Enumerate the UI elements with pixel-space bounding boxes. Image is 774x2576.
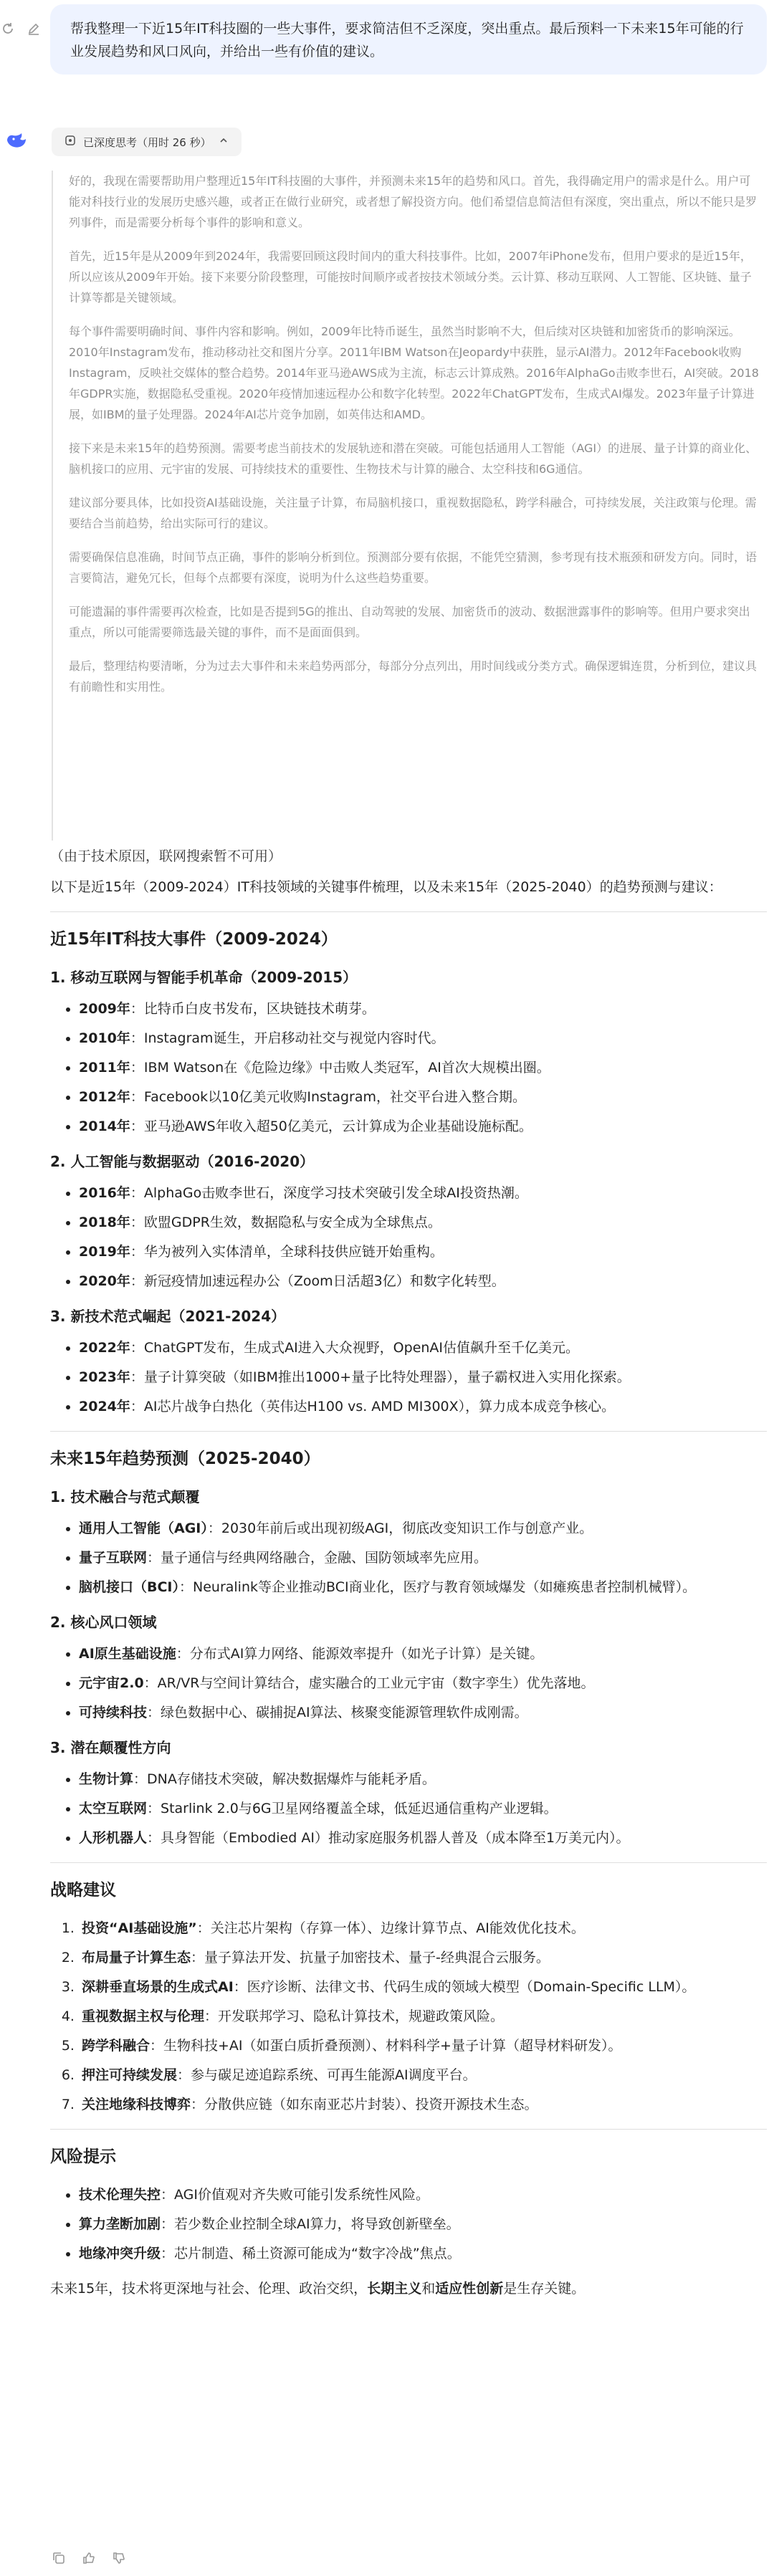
list-item-title: 脑机接口（BCI） xyxy=(79,1579,179,1595)
list-item-title: 2016年 xyxy=(79,1185,130,1201)
list-item xyxy=(79,2006,767,2028)
list-item xyxy=(79,1366,767,1389)
list-item xyxy=(79,998,767,1020)
list-item xyxy=(79,1798,767,1820)
list-item-title: 投资“AI基础设施” xyxy=(82,1920,197,1936)
list-item-text: ：AlphaGo击败李世石，深度学习技术突破引发全球AI投资热潮。 xyxy=(130,1185,528,1201)
list-item-text: ：量子计算突破（如IBM推出1000+量子比特处理器），量子霸权进入实用化探索。 xyxy=(130,1369,631,1385)
section-heading: 2. 核心风口领域 xyxy=(50,1614,157,1631)
section-list xyxy=(50,1182,767,1293)
list-item-text: ：生物科技+AI（如蛋白质折叠预测）、材料科学+量子计算（超导材料研发）。 xyxy=(150,2038,622,2054)
section-list xyxy=(50,1768,767,1849)
list-item-text: ：AI芯片战争白热化（英伟达H100 vs. AMD MI300X），算力成本成竞争核心。 xyxy=(130,1399,616,1414)
risks-heading: 风险提示 xyxy=(50,2148,116,2166)
list-item-text: ：Facebook以10亿美元收购Instagram，社交平台进入整合期。 xyxy=(130,1089,527,1105)
future-trends-sections xyxy=(50,1486,767,1849)
list-item-text: ：绿色数据中心、碳捕捉AI算法、核聚变能源管理软件成刚需。 xyxy=(147,1705,528,1720)
closing-bold: 长期主义 xyxy=(367,2281,422,2297)
future-trends-heading: 未来15年趋势预测（2025-2040） xyxy=(50,1450,320,1468)
thinking-paragraph: 首先，近15年是从2009年到2024年，我需要回顾这段时间内的重大科技事件。比如，2007年iPhone发布，但用户要求的是近15年，所以应该从2009年开始。接下来要分阶段整理，可能按时间顺序或者按技术领域分类。云计算、移动互联网、人工智能、区块链、量子计算等都是关键领域。 xyxy=(69,249,752,305)
list-item-title: 2018年 xyxy=(79,1215,130,1230)
list-item xyxy=(79,2035,767,2057)
list-item-text: ：医疗诊断、法律文书、代码生成的领域大模型（Domain-Specific LLM）。 xyxy=(233,1979,696,1995)
closing-bold: 适应性创新 xyxy=(435,2281,504,2297)
closing-text: 是生存关键。 xyxy=(503,2281,586,2297)
list-item-text: ：AGI价值观对齐失败可能引发系统性风险。 xyxy=(161,2187,430,2203)
list-item xyxy=(79,1212,767,1234)
list-item-title: 通用人工智能（AGI） xyxy=(79,1521,208,1536)
list-item-title: 2014年 xyxy=(79,1119,130,1134)
assistant-answer xyxy=(50,846,767,2300)
section-heading: 3. 潜在颠覆性方向 xyxy=(50,1739,171,1756)
list-item xyxy=(79,1976,767,1998)
list-item xyxy=(79,2213,767,2236)
list-item xyxy=(79,1917,767,1940)
closing-text: 未来15年，技术将更深地与社会、伦理、政治交织， xyxy=(50,2281,368,2297)
list-item-text: ：新冠疫情加速远程办公（Zoom日活超3亿）和数字化转型。 xyxy=(130,1273,505,1289)
list-item xyxy=(79,2184,767,2206)
section-list xyxy=(50,1643,767,1724)
user-message-actions xyxy=(0,21,42,37)
thumb-down-icon[interactable] xyxy=(112,2551,126,2569)
list-item-title: 可持续科技 xyxy=(79,1705,148,1720)
list-item-text: ：ChatGPT发布，生成式AI进入大众视野，OpenAI估值飙升至千亿美元。 xyxy=(130,1340,580,1356)
thinking-paragraph: 最后，整理结构要清晰，分为过去大事件和未来趋势两部分，每部分分点列出，用时间线或分类方式。确保逻辑连贯，分析到位，建议具有前瞻性和实用性。 xyxy=(69,659,758,694)
list-item-text: ：Neuralink等企业推动BCI商业化，医疗与教育领域爆发（如瘫痪患者控制机械臂）。 xyxy=(179,1579,697,1595)
list-item-title: 2023年 xyxy=(79,1369,130,1385)
list-item xyxy=(79,1028,767,1050)
section-heading: 1. 技术融合与范式颠覆 xyxy=(50,1488,200,1505)
list-item xyxy=(79,1337,767,1359)
list-item xyxy=(79,1947,767,1969)
list-item-title: 2019年 xyxy=(79,1244,130,1260)
list-item-title: 布局量子计算生态 xyxy=(82,1950,191,1965)
list-item-text: ：Instagram诞生，开启移动社交与视觉内容时代。 xyxy=(130,1030,445,1046)
advice-list xyxy=(50,1917,767,2116)
thinking-paragraph: 好的，我现在需要帮助用户整理近15年IT科技圈的大事件，并预测未来15年的趋势和风口。首先，我得确定用户的需求是什么。用户可能对科技行业的发展历史感兴趣，或者正在做行业研究，或者想了解投资方向。他们希望信息简洁但有深度，突出重点，所以不能只是罗列事件，而是需要分析每个事件的影响和意义。 xyxy=(69,174,758,229)
list-item xyxy=(79,2243,767,2265)
search-unavailable-note: （由于技术原因，联网搜索暂不可用） xyxy=(50,848,282,864)
list-item xyxy=(79,2094,767,2116)
past-events-heading: 近15年IT科技大事件（2009-2024） xyxy=(50,930,338,949)
thinking-label: 已深度思考（用时 26 秒） xyxy=(83,135,211,149)
list-item xyxy=(79,1768,767,1791)
chevron-up-icon xyxy=(219,135,229,148)
list-item-title: 2024年 xyxy=(79,1399,130,1414)
list-item-text: ：比特币白皮书发布，区块链技术萌芽。 xyxy=(130,1001,376,1017)
user-message-bubble: 帮我整理一下近15年IT科技圈的一些大事件，要求简洁但不乏深度，突出重点。最后预料一下未来15年可能的行业发展趋势和风口风向，并给出一些有价值的建议。 xyxy=(50,4,767,75)
list-item-title: 2020年 xyxy=(79,1273,130,1289)
list-item-title: 太空互联网 xyxy=(79,1801,148,1816)
copy-icon[interactable] xyxy=(52,2551,66,2569)
list-item-title: 技术伦理失控 xyxy=(79,2187,161,2203)
list-item xyxy=(79,1182,767,1205)
list-item xyxy=(79,1827,767,1849)
list-item-title: 2022年 xyxy=(79,1340,130,1356)
list-item-title: 算力垄断加剧 xyxy=(79,2216,161,2232)
list-item-text: ：分散供应链（如东南亚芯片封装）、投资开源技术生态。 xyxy=(191,2097,538,2112)
list-item-text: ：DNA存储技术突破，解决数据爆炸与能耗矛盾。 xyxy=(133,1771,436,1787)
list-item xyxy=(79,1086,767,1109)
thinking-paragraph: 建议部分要具体，比如投资AI基础设施，关注量子计算，布局脑机接口，重视数据隐私，跨学科融合，可持续发展，关注政策与伦理。需要结合当前趋势，给出实际可行的建议。 xyxy=(69,496,757,530)
feedback-actions xyxy=(52,2551,126,2569)
divider xyxy=(50,1862,767,1863)
list-item xyxy=(79,1270,767,1293)
thinking-toggle[interactable] xyxy=(52,128,242,156)
list-item-text: ：具身智能（Embodied AI）推动家庭服务机器人普及（成本降至1万美元内）。 xyxy=(147,1830,630,1846)
list-item xyxy=(79,1396,767,1418)
advice-heading: 战略建议 xyxy=(50,1881,116,1900)
list-item-text: ：欧盟GDPR生效，数据隐私与安全成为全球焦点。 xyxy=(130,1215,441,1230)
list-item-text: ：开发联邦学习、隐私计算技术，规避政策风险。 xyxy=(204,2008,505,2024)
list-item-text: ：2030年前后或出现初级AGI，彻底改变知识工作与创意产业。 xyxy=(207,1521,593,1536)
section-heading: 3. 新技术范式崛起（2021-2024） xyxy=(50,1308,286,1325)
thinking-icon xyxy=(64,135,76,149)
list-item-text: ：亚马逊AWS年收入超50亿美元，云计算成为企业基础设施标配。 xyxy=(130,1119,532,1134)
list-item xyxy=(79,1547,767,1569)
thinking-content xyxy=(52,171,761,841)
list-item xyxy=(79,1241,767,1263)
list-item-title: 2011年 xyxy=(79,1060,130,1076)
list-item-title: 关注地缘科技博弈 xyxy=(82,2097,191,2112)
list-item xyxy=(79,1643,767,1665)
list-item-title: 2009年 xyxy=(79,1001,130,1017)
list-item-text: ：若少数企业控制全球AI算力，将导致创新壁垒。 xyxy=(161,2216,460,2232)
edit-icon[interactable] xyxy=(26,21,42,37)
list-item-text: ：关注芯片架构（存算一体）、边缘计算节点、AI能效优化技术。 xyxy=(196,1920,585,1936)
list-item-text: ：分布式AI算力网络、能源效率提升（如光子计算）是关键。 xyxy=(176,1646,544,1662)
section-list xyxy=(50,998,767,1138)
list-item-title: 跨学科融合 xyxy=(82,2038,150,2054)
list-item xyxy=(79,1518,767,1540)
list-item xyxy=(79,1702,767,1724)
list-item-title: AI原生基础设施 xyxy=(79,1646,176,1662)
thumb-up-icon[interactable] xyxy=(82,2551,96,2569)
thinking-paragraph: 每个事件需要明确时间、事件内容和影响。例如，2009年比特币诞生，虽然当时影响不大，但后续对区块链和加密货币的影响深远。2010年Instagram发布，推动移动社交和图片分享。2011年IBM Watson在Jeopardy中获胜，显示AI潜力。2012年Facebook收购Instagram，反映社交媒体的整合趋势。2014年亚马逊AWS成为主流，标志云计算成熟。2016年AlphaGo击败李世石，AI突破。2018年GDPR实施，数据隐私受重视。2020年疫情加速远程办公和数字化转型。2022年ChatGPT发布，生成式AI爆发。2023年量子计算进展，如IBM的量子处理器。2024年AI芯片竞争加剧，如英伟达和AMD。 xyxy=(69,325,759,421)
list-item xyxy=(79,1672,767,1695)
answer-intro: 以下是近15年（2009-2024）IT科技领域的关键事件梳理，以及未来15年（2025-2040）的趋势预测与建议： xyxy=(50,879,722,895)
list-item-title: 深耕垂直场景的生成式AI xyxy=(82,1979,234,1995)
list-item-title: 重视数据主权与伦理 xyxy=(82,2008,205,2024)
list-item-text: ：量子通信与经典网络融合，金融、国防领域率先应用。 xyxy=(147,1550,488,1566)
thinking-paragraph: 接下来是未来15年的趋势预测。需要考虑当前技术的发展轨迹和潜在突破。可能包括通用人工智能（AGI）的进展、量子计算的商业化、脑机接口的应用、元宇宙的发展、可持续技术的重要性、生物技术与计算的融合、太空科技和6G通信。 xyxy=(69,441,758,476)
list-item-text: ：芯片制造、稀土资源可能成为“数字冷战”焦点。 xyxy=(161,2246,461,2261)
list-item-title: 押注可持续发展 xyxy=(82,2067,178,2083)
section-list xyxy=(50,1518,767,1599)
list-item-title: 2012年 xyxy=(79,1089,130,1105)
list-item-text: ：AR/VR与空间计算结合，虚实融合的工业元宇宙（数字孪生）优先落地。 xyxy=(143,1675,595,1691)
past-events-sections xyxy=(50,967,767,1418)
whale-logo-icon xyxy=(4,128,29,152)
list-item xyxy=(79,2064,767,2087)
list-item-title: 地缘冲突升级 xyxy=(79,2246,161,2261)
list-item-text: ：华为被列入实体清单，全球科技供应链开始重构。 xyxy=(130,1244,444,1260)
closing-text: 和 xyxy=(421,2281,436,2297)
section-heading: 2. 人工智能与数据驱动（2016-2020） xyxy=(50,1153,315,1170)
list-item xyxy=(79,1116,767,1138)
list-item-title: 元宇宙2.0 xyxy=(79,1675,144,1691)
list-item xyxy=(79,1576,767,1599)
closing-paragraph xyxy=(50,2278,767,2300)
divider xyxy=(50,2129,767,2130)
user-message-row xyxy=(0,0,774,80)
divider xyxy=(50,1431,767,1432)
list-item-text: ：Starlink 2.0与6G卫星网络覆盖全球，低延迟通信重构产业逻辑。 xyxy=(147,1801,558,1816)
list-item-text: ：量子算法开发、抗量子加密技术、量子-经典混合云服务。 xyxy=(191,1950,550,1965)
list-item-title: 2010年 xyxy=(79,1030,130,1046)
list-item-title: 人形机器人 xyxy=(79,1830,148,1846)
thinking-paragraph: 需要确保信息准确，时间节点正确，事件的影响分析到位。预测部分要有依据，不能凭空猜测，参考现有技术瓶颈和研发方向。同时，语言要简洁，避免冗长，但每个点都要有深度，说明为什么这些趋势重要。 xyxy=(69,550,758,585)
section-heading: 1. 移动互联网与智能手机革命（2009-2015） xyxy=(50,969,358,986)
section-list xyxy=(50,1337,767,1418)
thinking-paragraph: 可能遗漏的事件需要再次检查，比如是否提到5G的推出、自动驾驶的发展、加密货币的波动、数据泄露事件的影响等。但用户要求突出重点，所以可能需要筛选最关键的事件，而不是面面俱到。 xyxy=(69,605,750,639)
risk-list xyxy=(50,2184,767,2265)
list-item-text: ：参与碳足迹追踪系统、可再生能源AI调度平台。 xyxy=(177,2067,477,2083)
refresh-icon[interactable] xyxy=(0,21,16,37)
list-item-title: 量子互联网 xyxy=(79,1550,148,1566)
list-item-title: 生物计算 xyxy=(79,1771,134,1787)
list-item xyxy=(79,1057,767,1079)
list-item-text: ：IBM Watson在《危险边缘》中击败人类冠军，AI首次大规模出圈。 xyxy=(130,1060,550,1076)
divider xyxy=(50,911,767,912)
